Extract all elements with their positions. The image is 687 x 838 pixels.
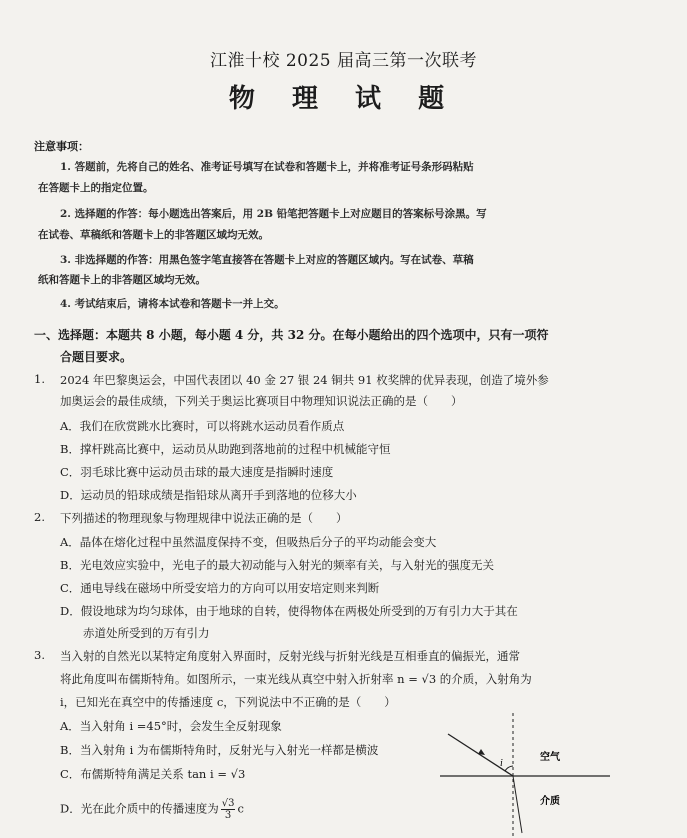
note-line: 在试卷、草稿纸和答题卡上的非答题区域均无效。 — [38, 229, 269, 241]
question-number: 3. — [34, 648, 45, 662]
exam-title: 江淮十校 2025 届高三第一次联考 — [209, 51, 478, 71]
option-c: C．通电导线在磁场中所受安培力的方向可以用安培定则来判断 — [60, 581, 380, 595]
option-a: A．我们在欣赏跳水比赛时，可以将跳水运动员看作质点 — [60, 419, 345, 433]
refracted-ray — [513, 776, 522, 833]
option-d-cont: 赤道处所受到的万有引力 — [60, 626, 210, 640]
fraction — [221, 798, 236, 821]
option-d: D．运动员的铅球成绩是指铅球从离开手到落地的位移大小 — [60, 488, 357, 502]
question-stem: 2024 年巴黎奥运会，中国代表团以 40 金 27 银 24 铜共 91 枚奖牌的优异表现，创造了境外参 — [60, 373, 549, 387]
fraction-suffix: c — [237, 801, 244, 816]
note-line: 3. 非选择题的作答：用黑色签字笔直接答在答题卡上对应的答题区域内。写在试卷、草稿 — [60, 254, 474, 266]
ray-arrow — [478, 749, 485, 755]
option-b: B．撑杆跳高比赛中，运动员从助跑到落地前的过程中机械能守恒 — [60, 442, 391, 456]
fraction-denominator: 3 — [224, 810, 232, 821]
question-number: 2. — [34, 510, 45, 524]
angle-label: i — [500, 758, 503, 769]
notes-heading: 注意事项： — [34, 140, 89, 153]
fraction-numerator: √3 — [221, 798, 235, 809]
note-line: 纸和答题卡上的非答题区域均无效。 — [38, 274, 206, 286]
option-d — [60, 798, 244, 821]
note-line: 4. 考试结束后，请将本试卷和答题卡一并上交。 — [60, 298, 285, 310]
option-a: A．当入射角 i =45°时，会发生全反射现象 — [60, 719, 282, 733]
medium-label: 介质 — [540, 796, 560, 807]
section-heading-cont: 合题目要求。 — [60, 350, 133, 364]
question-stem: 下列描述的物理现象与物理规律中说法正确的是（ ） — [60, 511, 348, 525]
option-c: C．布儒斯特角满足关系 tan i = √3 — [60, 767, 246, 781]
question-stem: i，已知光在真空中的传播速度 c，下列说法中不正确的是（ ） — [60, 695, 396, 709]
option-a: A．晶体在熔化过程中虽然温度保持不变，但吸热后分子的平均动能会变大 — [60, 535, 437, 549]
angle-arc — [505, 766, 513, 771]
note-line: 在答题卡上的指定位置。 — [38, 182, 154, 194]
option-c: C．羽毛球比赛中运动员击球的最大速度是指瞬时速度 — [60, 465, 334, 479]
section-heading: 一、选择题：本题共 8 小题，每小题 4 分，共 32 分。在每小题给出的四个选项中，只有一项符 — [34, 328, 549, 342]
subject-title: 物 理 试 题 — [228, 84, 459, 114]
option-d-text: D．光在此介质中的传播速度为 — [60, 801, 219, 816]
option-b: B．光电效应实验中，光电子的最大初动能与入射光的频率有关，与入射光的强度无关 — [60, 558, 494, 572]
incident-ray — [448, 734, 513, 776]
question-stem: 将此角度叫布儒斯特角。如图所示，一束光线从真空中射入折射率 n = √3 的介质，入射角为 — [60, 672, 532, 686]
question-stem: 加奥运会的最佳成绩，下列关于奥运比赛项目中物理知识说法正确的是（ ） — [60, 394, 463, 408]
note-line: 2. 选择题的作答：每小题选出答案后，用 2B 铅笔把答题卡上对应题目的答案标号涂黑。写 — [60, 208, 487, 220]
note-line: 1. 答题前，先将自己的姓名、准考证号填写在试卷和答题卡上，并将准考证号条形码粘贴 — [60, 161, 474, 173]
air-label: 空气 — [540, 752, 560, 763]
refraction-diagram — [430, 708, 630, 838]
option-d: D．假设地球为均匀球体，由于地球的自转，使得物体在两极处所受到的万有引力大于其在 — [60, 604, 518, 618]
question-number: 1. — [34, 372, 45, 386]
option-b: B．当入射角 i 为布儒斯特角时，反射光与入射光一样都是横波 — [60, 743, 379, 757]
question-stem: 当入射的自然光以某特定角度射入界面时，反射光线与折射光线是互相垂直的偏振光，通常 — [60, 649, 520, 663]
